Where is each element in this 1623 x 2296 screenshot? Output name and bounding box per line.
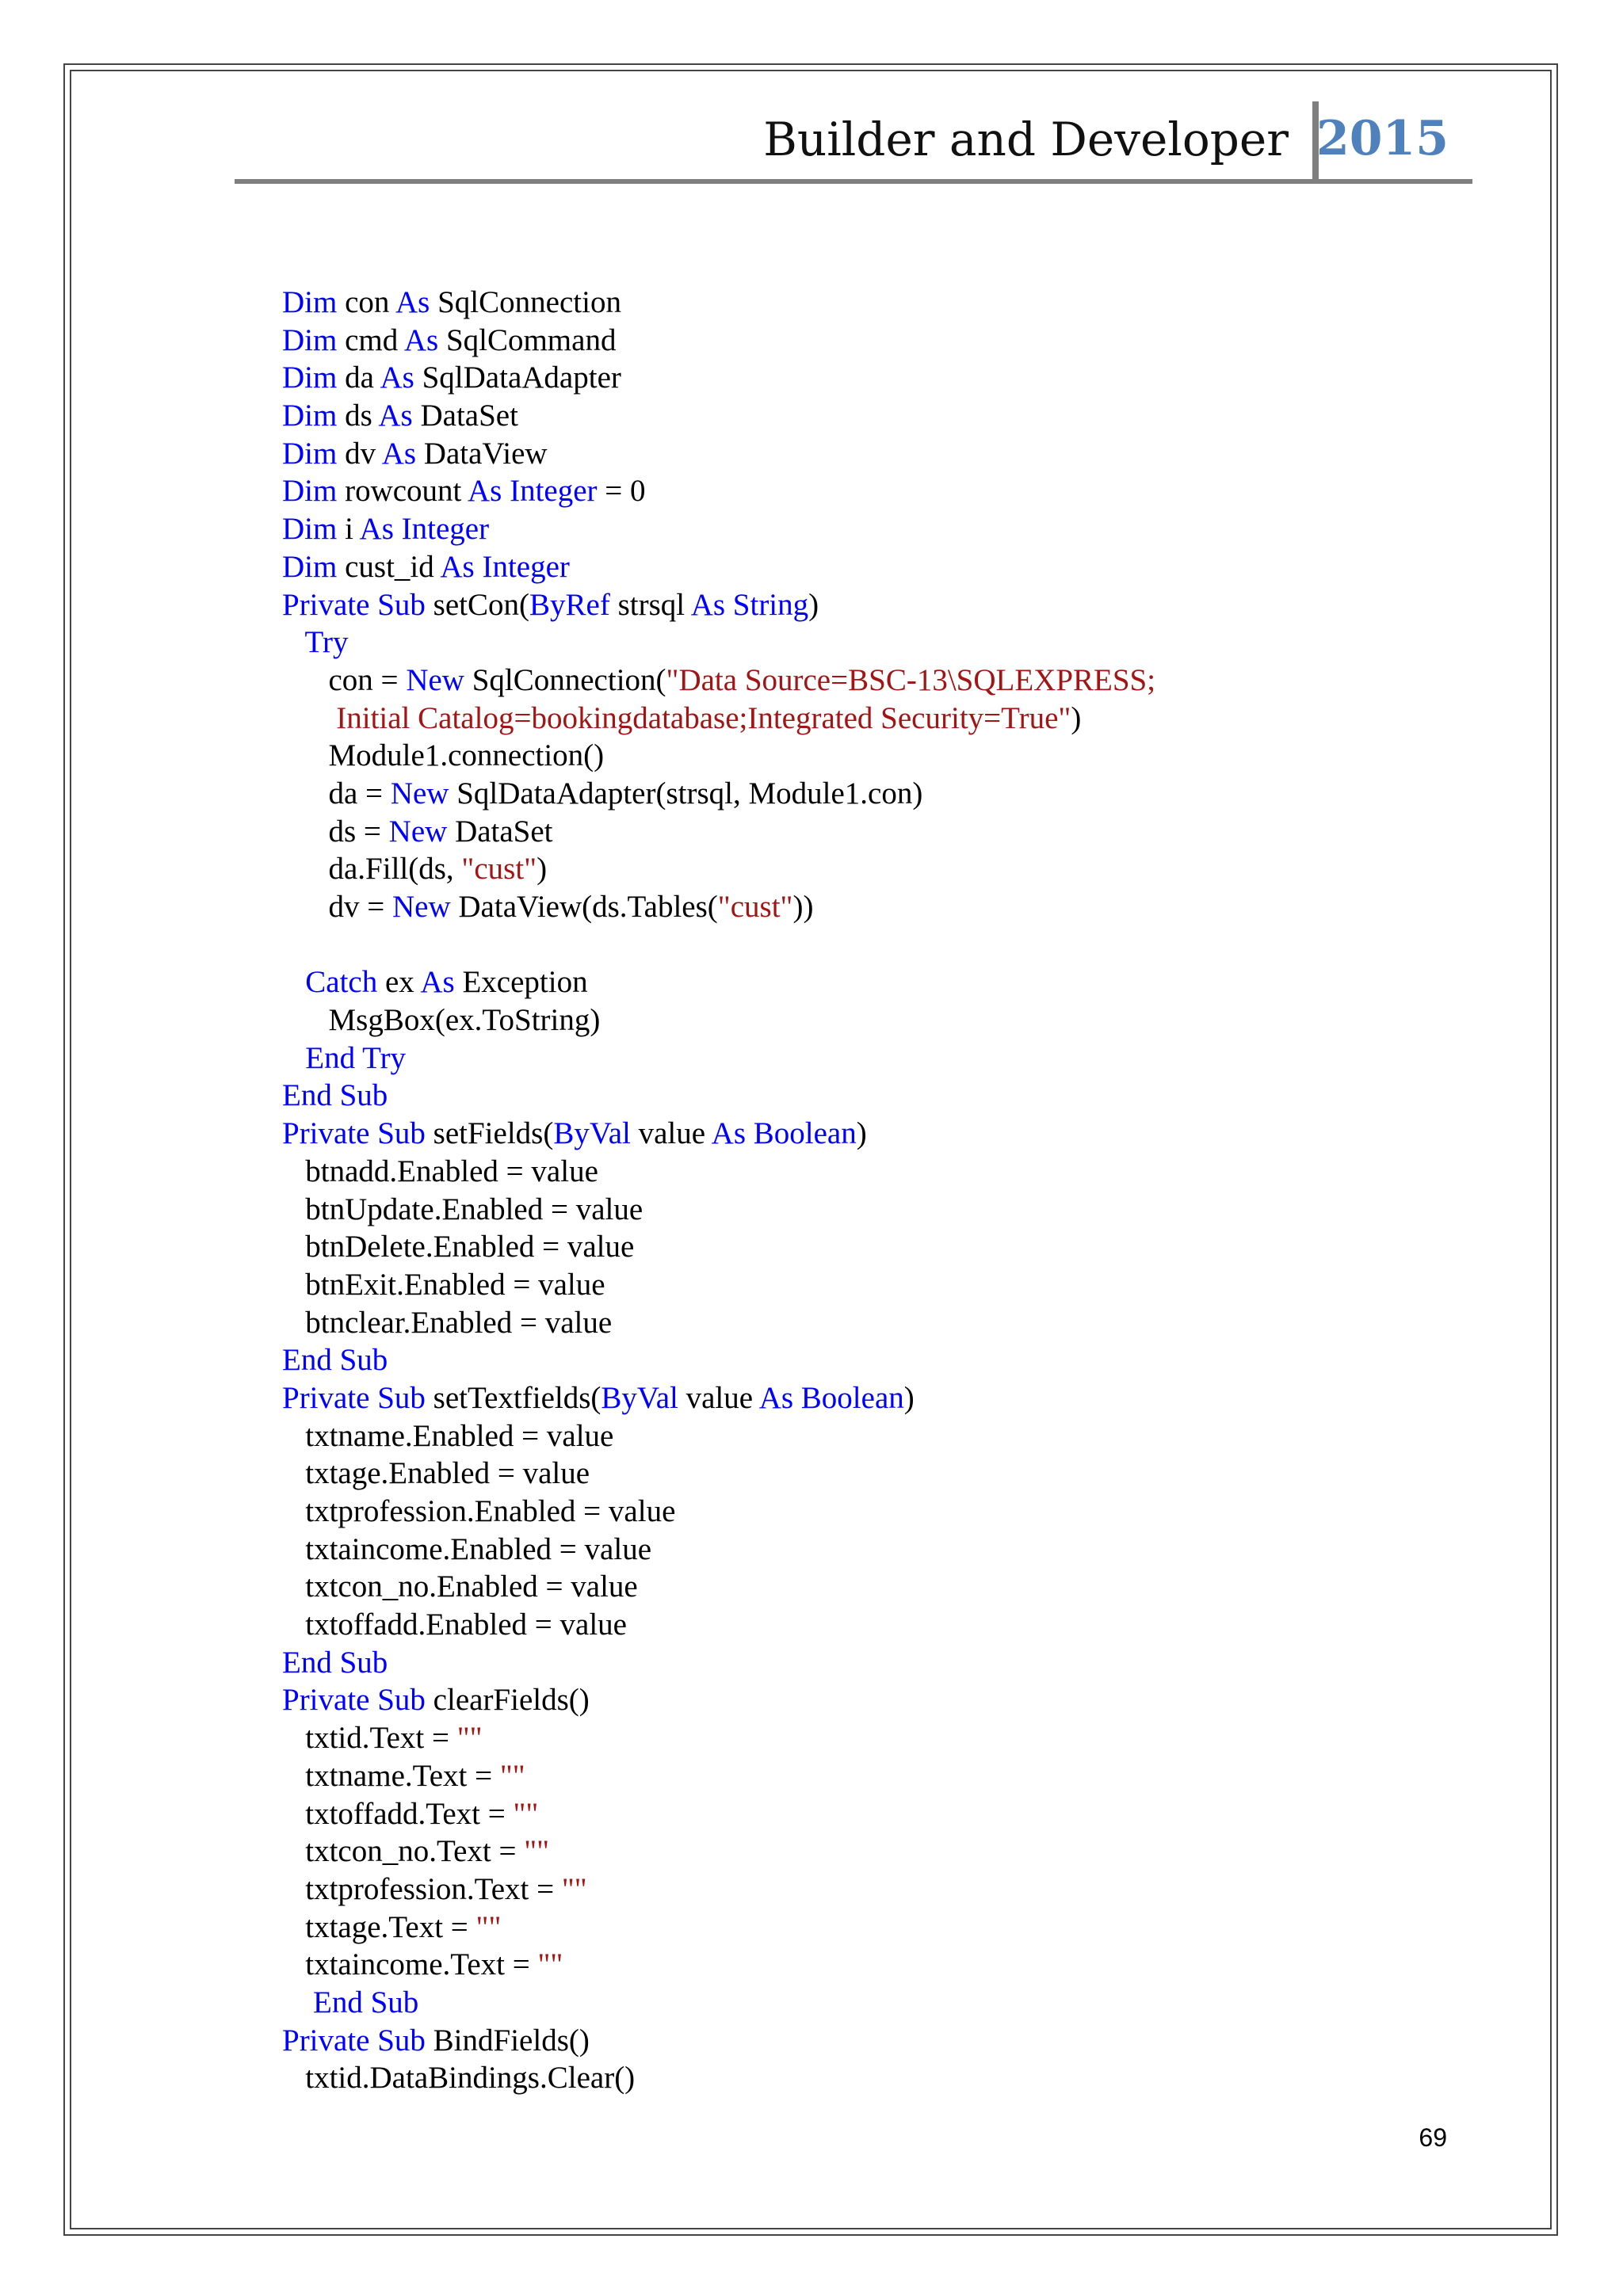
code-keyword: Catch [305, 965, 378, 1000]
code-text: clearFields() [425, 1683, 590, 1718]
code-line [282, 1909, 1155, 1947]
code-keyword: As [381, 436, 417, 471]
code-keyword: Integer [401, 512, 490, 547]
code-keyword: New [390, 776, 449, 810]
code-text [282, 701, 336, 735]
code-text: ds [337, 399, 379, 433]
code-keyword: Private [282, 1380, 370, 1415]
code-string: "cust" [461, 852, 537, 887]
code-keyword: Dim [282, 285, 338, 319]
code-line [282, 472, 1155, 510]
page-number: 69 [1419, 2123, 1447, 2152]
code-text: DataView(ds.Tables( [450, 890, 718, 924]
code-keyword: Integer [510, 474, 598, 509]
code-text [793, 1381, 801, 1415]
code-keyword: As [378, 399, 413, 433]
code-keyword: End Sub [282, 1078, 388, 1113]
code-string: "" [513, 1796, 539, 1831]
code-keyword: Dim [282, 399, 338, 433]
code-line [282, 510, 1155, 548]
code-text [282, 965, 305, 999]
code-line [282, 1379, 1155, 1417]
code-string: "Data Source=BSC-13\SQLEXPRESS; [666, 662, 1156, 697]
code-text: SqlDataAdapter [414, 360, 621, 395]
code-keyword: New [406, 662, 464, 697]
code-line [282, 1606, 1155, 1644]
code-text: ) [903, 1380, 915, 1415]
code-line [282, 397, 1155, 435]
code-keyword: Private [282, 2023, 370, 2058]
code-keyword: Dim [282, 512, 338, 547]
code-keyword: Sub [377, 1380, 426, 1415]
code-text: da.Fill(ds, [282, 852, 462, 887]
code-line [282, 1039, 1155, 1077]
code-line [282, 1341, 1155, 1379]
code-line [282, 1191, 1155, 1229]
code-text: DataSet [447, 814, 553, 849]
code-string: "" [537, 1947, 563, 1982]
code-keyword: Sub [377, 587, 426, 622]
code-text: ) [537, 852, 548, 887]
code-keyword: Private [282, 1683, 370, 1718]
code-keyword: Dim [282, 322, 338, 357]
code-text: txtname.Text = [282, 1758, 500, 1793]
code-text: ) [856, 1116, 867, 1151]
code-string: "" [499, 1758, 525, 1793]
code-keyword: As [690, 587, 726, 622]
code-text: value [630, 1116, 712, 1151]
code-line [282, 284, 1155, 322]
code-line [282, 1644, 1155, 1682]
code-text: setCon( [425, 587, 529, 622]
code-text: txtoffadd.Enabled = value [282, 1608, 627, 1642]
code-line [282, 1984, 1155, 2022]
code-listing [282, 284, 1155, 2097]
code-keyword: As [380, 360, 414, 395]
code-text: dv = [282, 890, 392, 924]
code-keyword: As [711, 1116, 746, 1151]
code-keyword: Boolean [800, 1380, 904, 1415]
code-text: SqlCommand [438, 322, 617, 357]
code-text: btnExit.Enabled = value [282, 1267, 605, 1302]
code-line [282, 1681, 1155, 1719]
code-keyword: As [359, 512, 394, 547]
code-line [282, 963, 1155, 1001]
code-text: rowcount [337, 474, 468, 509]
code-line [282, 1304, 1155, 1342]
code-keyword: As [403, 322, 439, 357]
code-line [282, 662, 1155, 700]
page-header [235, 101, 1472, 184]
code-keyword: Private [282, 587, 370, 622]
code-keyword: As [468, 474, 502, 509]
code-text: txtid.DataBindings.Clear() [282, 2061, 636, 2096]
header-title: Builder and Developer [763, 113, 1289, 166]
code-line [282, 775, 1155, 813]
code-keyword: Sub [377, 1116, 426, 1151]
code-text [475, 550, 483, 584]
code-keyword: Try [304, 625, 349, 660]
code-text: = 0 [597, 474, 646, 509]
code-text: setTextfields( [425, 1380, 601, 1415]
code-text: ds = [282, 814, 389, 849]
code-text: btnUpdate.Enabled = value [282, 1192, 643, 1226]
code-text: ex [377, 965, 421, 1000]
code-line [282, 1153, 1155, 1191]
code-keyword: Integer [482, 549, 570, 584]
code-text: cmd [337, 322, 404, 357]
code-text [282, 1985, 313, 2019]
code-text: BindFields() [425, 2023, 590, 2058]
code-string: "" [456, 1721, 483, 1756]
code-text [394, 512, 402, 546]
code-text: da = [282, 776, 391, 810]
code-text [725, 588, 733, 622]
code-line [282, 1757, 1155, 1795]
code-text: txtage.Enabled = value [282, 1456, 590, 1491]
code-text: SqlDataAdapter(strsql, Module1.con) [449, 776, 923, 810]
code-keyword: String [732, 587, 809, 622]
code-text [369, 1381, 377, 1415]
code-text: txtaincome.Enabled = value [282, 1531, 652, 1566]
code-line [282, 2059, 1155, 2097]
code-text [502, 474, 510, 508]
code-line [282, 700, 1155, 738]
code-text: txtaincome.Text = [282, 1947, 538, 1982]
code-keyword: New [392, 890, 451, 924]
code-text: )) [792, 890, 814, 924]
code-string: "" [475, 1909, 502, 1944]
code-text: Module1.connection() [282, 738, 605, 773]
code-keyword: End Try [305, 1040, 407, 1075]
header-rule [235, 179, 1472, 184]
code-line [282, 435, 1155, 473]
code-keyword: As [395, 285, 430, 319]
code-line [282, 548, 1155, 586]
code-keyword: Sub [377, 2023, 426, 2058]
code-text: ) [808, 587, 819, 622]
code-keyword: As [758, 1380, 794, 1415]
code-string: "" [524, 1834, 550, 1869]
header-year: 2015 [1316, 111, 1449, 166]
code-text: txtage.Text = [282, 1909, 476, 1944]
code-line [282, 1871, 1155, 1909]
code-line [282, 1001, 1155, 1039]
code-string: "" [561, 1871, 587, 1906]
code-line [282, 2022, 1155, 2060]
code-text [282, 625, 305, 659]
code-line [282, 1228, 1155, 1266]
code-text: dv [337, 436, 382, 471]
code-keyword: End Sub [313, 1985, 419, 2019]
code-keyword: Private [282, 1116, 370, 1151]
code-line [282, 1568, 1155, 1606]
code-line [282, 1115, 1155, 1153]
code-keyword: End Sub [282, 1645, 388, 1680]
code-text: txtcon_no.Enabled = value [282, 1569, 638, 1604]
code-text: i [337, 512, 360, 547]
code-text: con [337, 285, 396, 319]
code-string: Initial Catalog=bookingdatabase;Integrated Security=True" [336, 700, 1071, 735]
code-keyword: As [420, 965, 455, 1000]
code-line [282, 737, 1155, 775]
code-line [282, 624, 1155, 662]
code-text: txtprofession.Enabled = value [282, 1494, 676, 1528]
code-text: strsql [609, 587, 691, 622]
code-text: DataSet [412, 399, 518, 433]
code-text: btnDelete.Enabled = value [282, 1230, 635, 1264]
code-text: txtprofession.Text = [282, 1871, 562, 1906]
code-text: setFields( [425, 1116, 554, 1151]
code-line [282, 926, 1155, 964]
code-text: DataView [416, 436, 548, 471]
code-text [369, 2023, 377, 2058]
code-line [282, 1077, 1155, 1115]
code-line [282, 1417, 1155, 1455]
code-keyword: Sub [377, 1683, 426, 1718]
code-line [282, 1531, 1155, 1569]
code-line [282, 1719, 1155, 1757]
code-text [369, 1116, 377, 1150]
code-line [282, 1795, 1155, 1833]
code-text: SqlConnection [430, 285, 621, 319]
code-text: value [678, 1380, 759, 1415]
code-line [282, 586, 1155, 624]
code-text: da [337, 360, 380, 395]
code-keyword: Dim [282, 436, 338, 471]
code-keyword: End Sub [282, 1343, 388, 1378]
code-text: txtname.Enabled = value [282, 1418, 614, 1453]
code-text: cust_id [337, 549, 441, 584]
code-line [282, 1266, 1155, 1304]
code-keyword: New [388, 814, 448, 849]
code-text: ) [1071, 700, 1082, 735]
code-text: Exception [454, 965, 588, 1000]
code-line [282, 1833, 1155, 1871]
code-keyword: Dim [282, 549, 338, 584]
code-keyword: Dim [282, 474, 338, 509]
code-text [369, 1683, 377, 1717]
code-keyword: ByVal [601, 1380, 678, 1415]
code-text: txtid.Text = [282, 1721, 457, 1756]
code-line [282, 1946, 1155, 1984]
code-line [282, 850, 1155, 888]
code-text: txtcon_no.Text = [282, 1834, 525, 1869]
code-text [282, 1041, 305, 1075]
code-text [369, 588, 377, 622]
code-line [282, 1493, 1155, 1531]
code-text: btnclear.Enabled = value [282, 1305, 613, 1340]
code-line [282, 322, 1155, 360]
code-keyword: Boolean [753, 1116, 857, 1151]
code-text: txtoffadd.Text = [282, 1796, 514, 1831]
code-text: SqlConnection( [464, 662, 666, 697]
code-keyword: ByVal [553, 1116, 631, 1151]
code-text: btnadd.Enabled = value [282, 1154, 598, 1188]
code-line [282, 813, 1155, 851]
code-string: "cust" [717, 890, 793, 924]
code-keyword: Dim [282, 360, 338, 395]
code-text: MsgBox(ex.ToString) [282, 1003, 601, 1038]
code-line [282, 888, 1155, 926]
code-text: con = [282, 662, 407, 697]
code-line [282, 359, 1155, 397]
code-keyword: As [440, 549, 475, 584]
code-keyword: ByRef [529, 587, 610, 622]
code-text [746, 1116, 754, 1150]
code-line [282, 1455, 1155, 1493]
